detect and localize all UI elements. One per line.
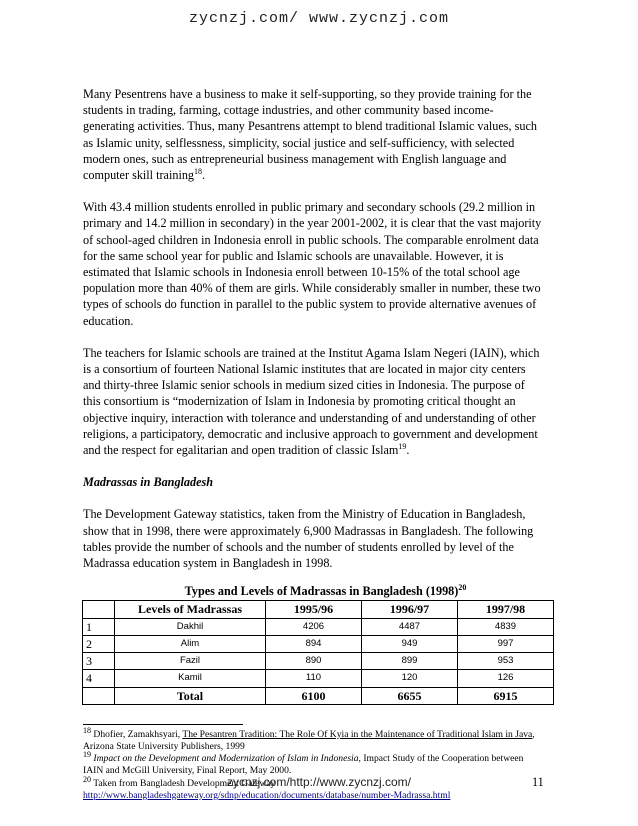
page-footer: zycnzj.com/http://www.zycnzj.com/ [226, 775, 412, 789]
footnote-link[interactable]: http://www.bangladeshgateway.org/sdnp/education/documents/database/number-Madrassa.html [83, 789, 451, 801]
paragraph-text: Many Pesentrens have a business to make it self-supporting, so they provide training for the students in trading, farming, cottage industries, and other community based income-generating activities. Thus, many Pesantrens attempt to blend traditional Islamic values, such as Islamic unity, selflessness, simplicity, social justice and self-sufficiency, with selected modern ones, such as entrepreneurial business management with English language and computer skill training [83, 87, 537, 183]
footnote-18 [83, 725, 543, 753]
table-cell: 899 [362, 653, 458, 670]
table-cell: 890 [266, 653, 362, 670]
table-total-row [83, 687, 554, 704]
table-cell: 997 [458, 635, 554, 652]
table-header-cell [83, 601, 115, 618]
table-cell: 4839 [458, 618, 554, 635]
footnote-ref[interactable]: 18 [194, 166, 203, 176]
table-cell: 4 [83, 670, 115, 687]
table-cell: 949 [362, 635, 458, 652]
table-cell: Kamil [115, 670, 266, 687]
footnote-20-link-line [83, 790, 543, 802]
table-cell: Dakhil [115, 618, 266, 635]
table-cell: Total [115, 687, 266, 704]
footnote-title: Impact on the Development and Modernization of Islam in Indonesia [93, 753, 359, 765]
footnote-number: 18 [83, 725, 91, 735]
table-caption-text: Types and Levels of Madrassas in Bangladesh (1998) [184, 584, 459, 599]
page-header: zycnzj.com/ www.zycnzj.com [188, 10, 450, 27]
paragraph-text: The teachers for Islamic schools are trained at the Institut Agama Islam Negeri (IAIN), which is a consortium of fourteen National Islamic institutes that are located in major city centers and thirty-three Islamic senior schools in medium sized cities in Indonesia. The purpose of this consortium is “modernization of Islam in Indonesia by promoting critical thought an objective inquiry, interaction with tolerance and understanding of and understanding of other religions, a participatory, democratic and inclusive approach to government and development and the respect for egalitarian and open tradition of classic Islam [83, 345, 540, 458]
table-cell: 4206 [266, 618, 362, 635]
footnote-ref[interactable]: 19 [398, 442, 407, 451]
table-cell: 4487 [362, 618, 458, 635]
table-header-cell: Levels of Madrassas [115, 601, 266, 618]
table-header-cell: 1996/97 [362, 601, 458, 618]
table-cell: 6655 [362, 687, 458, 704]
table-cell: 3 [83, 653, 115, 670]
footnote-19 [83, 749, 543, 777]
table-cell: 2 [83, 635, 115, 652]
table-cell: 120 [362, 670, 458, 687]
table-cell: 6100 [266, 687, 362, 704]
table-cell: 6915 [458, 687, 554, 704]
table-cell: Fazil [115, 653, 266, 670]
table-cell: 953 [458, 653, 554, 670]
table-cell: Alim [115, 635, 266, 652]
footnote-number: 20 [83, 774, 91, 784]
table-row [83, 670, 554, 687]
footnote-text: , Arizona State University Publishers, 1999 [83, 728, 535, 752]
footnote-text: , Impact Study of the Cooperation between IAIN and McGill University, Final Report, May 2000. [83, 753, 524, 777]
paragraph-enrollment: With 43.4 million students enrolled in public primary and secondary schools (29.2 million in primary and 14.2 million in secondary) in the year 2001-2002, it is clear that the vast majority of school-aged children in Indonesia enroll in public schools. The comparable enrolment data for the same school year for public and Islamic schools are unavailable. However, it is estimated that Islamic schools in Indonesia enroll between 10-15% of the total school age population more than 40% of them are girls. While considerably smaller in number, these two types of schools do function in parallel to the public system to provide alternative avenues of education. [83, 200, 542, 328]
table-header-cell: 1995/96 [266, 601, 362, 618]
table-cell: 894 [266, 635, 362, 652]
paragraph-iain: The teachers for Islamic schools are trained at the Institut Agama Islam Negeri (IAIN), which is a consortium of fourteen National Islamic institutes that are located in major city centers and thirty-three Islamic senior schools in medium sized cities in Indonesia. The purpose of this consortium is “modernization of Islam in Indonesia by promoting critical thought an objective inquiry, interaction with tolerance and understanding of and understanding of other religions, a participatory, democratic and inclusive approach to government and development and the respect for egalitarian and open tradition of classic Islam$^{19}$. [83, 345, 540, 458]
table-row [83, 653, 554, 670]
paragraph-development-gateway: The Development Gateway statistics, taken from the Ministry of Education in Bangladesh, show that in 1998, there were approximately 6,900 Madrassas in Bangladesh. The following tables provide the number of schools and the number of students enrolled by level of the Madrassa education system in Bangladesh in 1998. [83, 507, 534, 571]
table-row [83, 635, 554, 652]
footnotes [83, 725, 543, 802]
table-caption [83, 583, 543, 599]
table-cell: 1 [83, 618, 115, 635]
table-header-cell: 1997/98 [458, 601, 554, 618]
table-header-row [83, 601, 554, 618]
madrassa-table [82, 600, 554, 704]
footnote-ref[interactable]: 20 [458, 583, 467, 593]
footnote-number: 19 [83, 749, 91, 759]
footnote-title: The Pesantren Tradition: The Role Of Kyia in the Maintenance of Traditional Islam in Java [182, 728, 533, 740]
table-cell: 110 [266, 670, 362, 687]
footnote-text: Dhofier, Zamakhsyari, [93, 728, 183, 740]
page-number: 11 [532, 775, 544, 789]
paragraph-pesantren-business: Many Pesentrens have a business to make it self-supporting, so they provide training for the students in trading, farming, cottage industries, and other community based income-generating activities. Thus, many Pesantrens attempt to blend traditional Islamic values, such as Islamic unity, selflessness, simplicity, social justice and self-sufficiency, with selected modern ones, such as entrepreneurial business management with English language and computer skill training$^{18}$. [83, 87, 537, 183]
table-cell [83, 687, 115, 704]
footnote-divider [83, 724, 243, 725]
document-body [83, 86, 543, 802]
section-heading: Madrassas in Bangladesh [83, 475, 214, 490]
footnote-text: Taken from Bangladesh Development Gateway [93, 777, 276, 789]
table-cell: 126 [458, 670, 554, 687]
table-row [83, 618, 554, 635]
